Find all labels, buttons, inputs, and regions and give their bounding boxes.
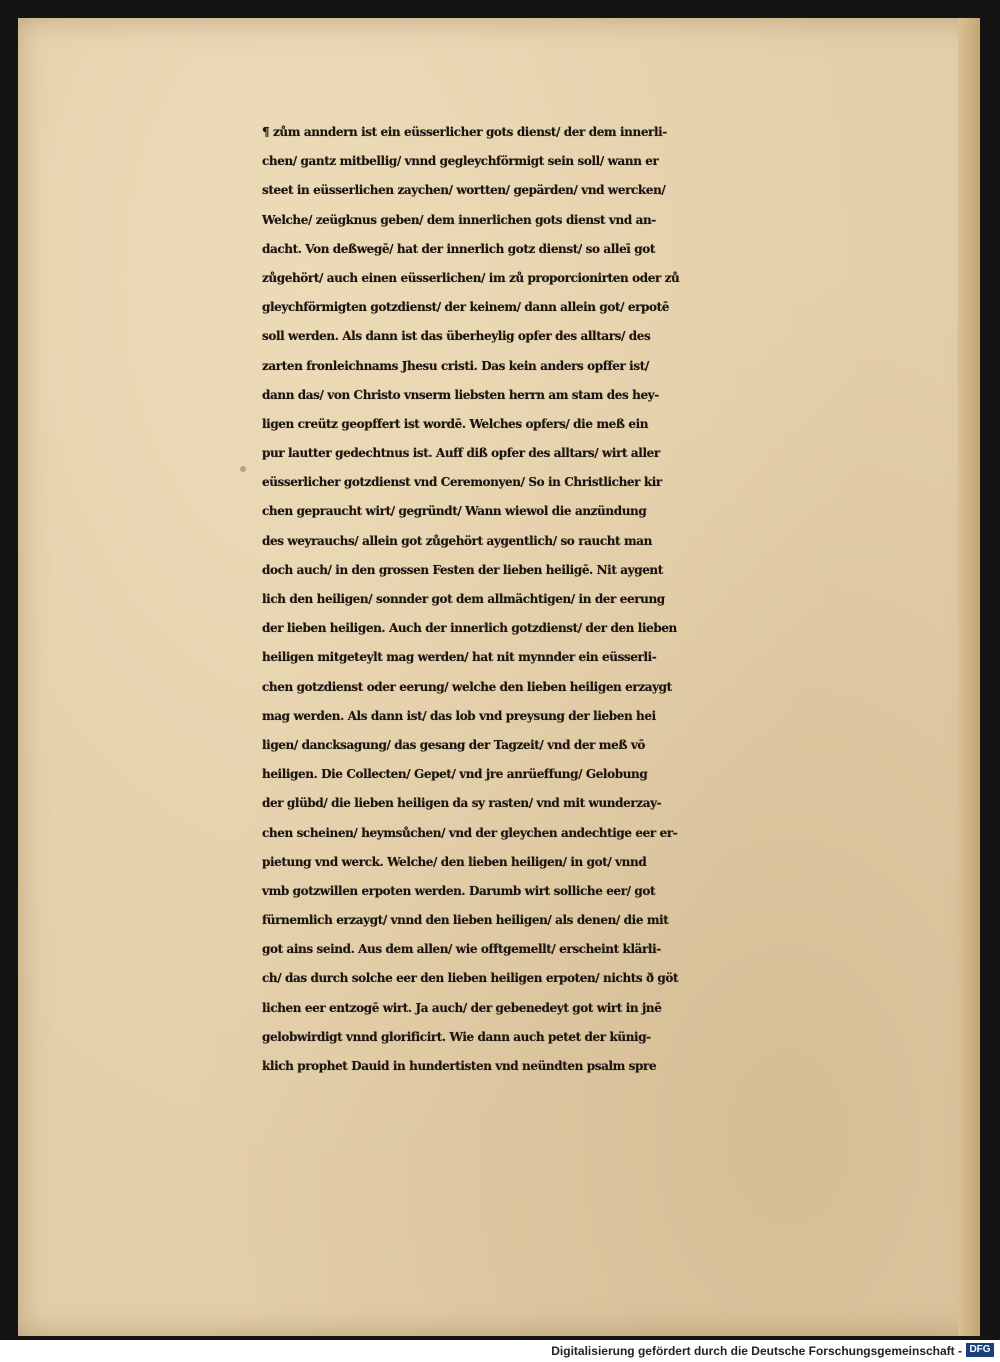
text-line: dacht. Von deßwegē/ hat der innerlich gotz dienst/ so alleī got <box>262 241 655 256</box>
text-block <box>262 118 962 1081</box>
text-line: mag werden. Als dann ist/ das lob vnd preysung der lieben hei <box>262 708 656 723</box>
text-line: dann das/ von Christo vnserm liebsten herrn am stam des hey- <box>262 387 659 402</box>
text-line: heiligen mitgeteylt mag werden/ hat nit mynnder ein eüsserli- <box>262 650 657 665</box>
text-line: eüsserlicher gotzdienst vnd Ceremonyen/ So in Christlicher kir <box>262 475 662 490</box>
text-line: pietung vnd werck. Welche/ den lieben heiligen/ in got/ vnnd <box>262 854 647 869</box>
text-line: ligen/ dancksagung/ das gesang der Tagzeit/ vnd der meß vō <box>262 737 645 752</box>
text-line: heiligen. Die Collecten/ Gepet/ vnd jre anrüeffung/ Gelobung <box>262 767 648 782</box>
text-line: ¶ zům anndern ist ein eüsserlicher gots dienst/ der dem innerli- <box>262 125 667 139</box>
text-line: pur lautter gedechtnus ist. Auff diß opfer des alltars/ wirt aller <box>262 446 660 461</box>
footer-credit: Digitalisierung gefördert durch die Deutsche Forschungsgemeinschaft - <box>551 1344 962 1358</box>
text-line: des weyrauchs/ allein got zůgehört aygentlich/ so raucht man <box>262 533 652 548</box>
text-line: lich den heiligen/ sonnder got dem allmächtigen/ in der eerung <box>262 592 665 606</box>
text-line: doch auch/ in den grossen Festen der lieben heiligē. Nit aygent <box>262 562 663 577</box>
text-line: vmb gotzwillen erpoten werden. Darumb wirt solliche eer/ got <box>262 883 656 898</box>
text-line: soll werden. Als dann ist das überheylig opfer des alltars/ des <box>262 329 651 344</box>
text-line: steet in eüsserlichen zaychen/ wortten/ gepärden/ vnd wercken/ <box>262 183 666 198</box>
text-line: fürnemlich erzaygt/ vnnd den lieben heiligen/ als denen/ die mit <box>262 913 669 928</box>
text-line: der glübd/ die lieben heiligen da sy rasten/ vnd mit wunderzay- <box>262 796 662 811</box>
text-line: zarten fronleichnams Jhesu cristi. Das kein anders opffer ist/ <box>262 358 649 373</box>
text-line: lichen eer entzogē wirt. Ja auch/ der gebenedeyt got wirt in jnē <box>262 1000 662 1015</box>
text-line: gleychförmigten gotzdienst/ der keinem/ dann allein got/ erpotē <box>262 300 669 315</box>
text-line: zůgehört/ auch einen eüsserlichen/ im zů proporcionirten oder zů <box>262 270 680 285</box>
text-line: got ains seind. Aus dem allen/ wie offtgemellt/ erscheint klärli- <box>262 942 661 957</box>
text-line: der lieben heiligen. Auch der innerlich gotzdienst/ der den lieben <box>262 621 677 636</box>
paper-stain <box>240 466 246 472</box>
text-line: chen gepraucht wirt/ gegründt/ Wann wiewol die anzündung <box>262 504 647 519</box>
text-line: ch/ das durch solche eer den lieben heiligen erpoten/ nichts ð göt <box>262 971 679 986</box>
text-line: Welche/ zeügknus geben/ dem innerlichen gots dienst vnd an- <box>262 212 656 227</box>
text-line: chen scheinen/ heymsůchen/ vnd der gleychen andechtige eer er- <box>262 825 678 840</box>
text-line: gelobwirdigt vnnd glorificirt. Wie dann auch petet der künig- <box>262 1029 651 1044</box>
text-line: chen gotzdienst oder eerung/ welche den lieben heiligen erzaygt <box>262 679 672 694</box>
text-line: klich prophet Dauid in hundertisten vnd neündten psalm spre <box>262 1059 657 1073</box>
text-line: ligen creütz geopffert ist wordē. Welches opfers/ die meß ein <box>262 416 649 431</box>
text-line: chen/ gantz mitbellig/ vnnd gegleychförmigt sein soll/ wann er <box>262 154 659 169</box>
dfg-logo: DFG <box>966 1343 994 1357</box>
